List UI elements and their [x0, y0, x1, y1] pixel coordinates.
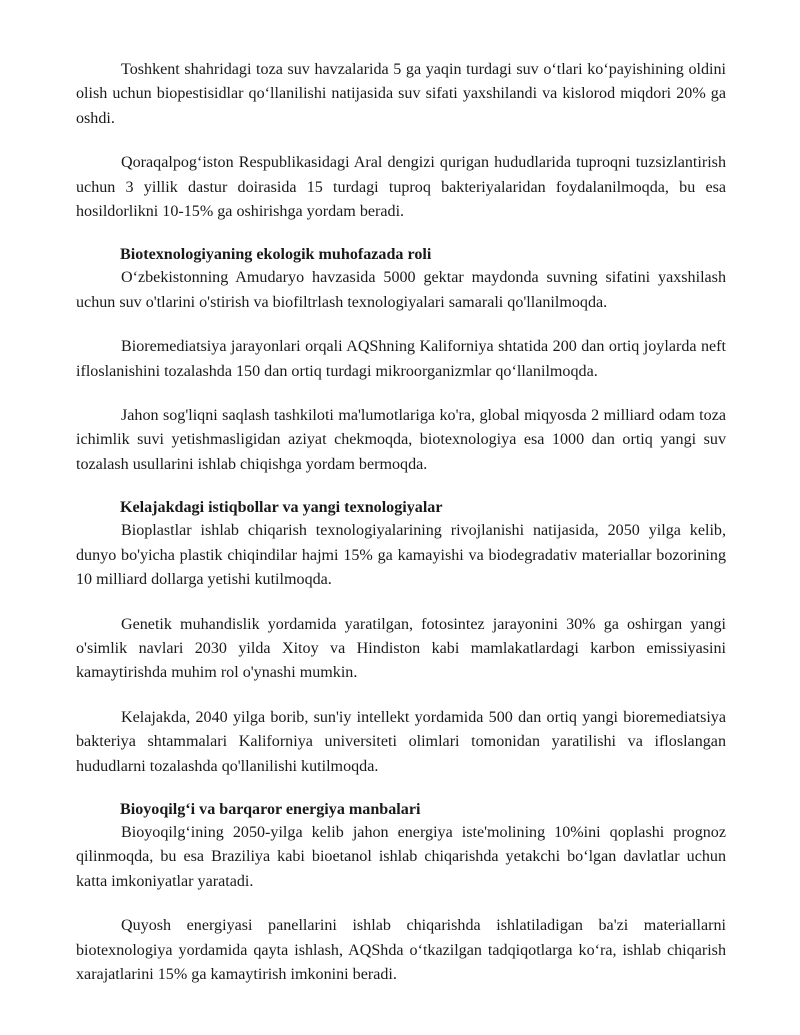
section-heading: Bioyoqilg‘i va barqaror energiya manbalari — [120, 800, 421, 818]
section-heading: Biotexnologiyaning ekologik muhofazada roli — [120, 246, 432, 264]
paragraph: Toshkent shahridagi toza suv havzalarida 5 ga yaqin turdagi suv o‘tlari ko‘payishining oldini olish uchun biopestisidlar qo‘llanilishi natijasida suv sifati yaxshilandi va kislorod miqdori 20% ga oshdi. — [76, 61, 726, 127]
paragraph: Qoraqalpog‘iston Respublikasidagi Aral dengizi qurigan hududlarida tuproqni tuzsizlantirish uchun 3 yillik dastur doirasida 15 turdagi tuproq bakteriyalaridan foydalanilmoqda, bu esa hosildorlikni 10-15% ga oshirishga yordam beradi. — [76, 154, 726, 221]
paragraph: Quyosh energiyasi panellarini ishlab chiqarishda ishlatiladigan ba'zi materiallarni biotexnologiya yordamida qayta ishlash, AQShda o‘tkazilgan tadqiqotlarga ko‘ra, ishlab chiqarish xarajatlarini 15% ga kamaytirish imkonini beradi. — [76, 917, 726, 983]
paragraph: Bioplastlar ishlab chiqarish texnologiyalarining rivojlanishi natijasida, 2050 yilga kelib, dunyo bo'yicha plastik chiqindilar hajmi 15% ga kamayishi va biodegradativ materiallar bozorining 10 milliard dollarga yetishi kutilmoqda. — [76, 522, 726, 589]
paragraph: Kelajakda, 2040 yilga borib, sun'iy intellekt yordamida 500 dan ortiq yangi bioremediatsiya bakteriya shtammalari Kaliforniya universiteti olimlari tomonidan yaratilishi va ifloslangan hududlarni tozalashda qo'llanilishi kutilmoqda. — [76, 708, 726, 775]
paragraph: Jahon sog'liqni saqlash tashkiloti ma'lumotlariga ko'ra, global miqyosda 2 milliard odam toza ichimlik suvi yetishmasligidan aziyat chekmoqda, biotexnologiya esa 1000 dan ortiq yangi suv tozalash usullarini ishlab chiqishga yordam bermoqda. — [76, 407, 726, 473]
paragraph: Genetik muhandislik yordamida yaratilgan, fotosintez jarayonini 30% ga oshirgan yangi o'simlik navlari 2030 yilda Xitoy va Hindiston kabi mamlakatlardagi karbon emissiyasini kamaytirishda muhim rol o'ynashi mumkin. — [76, 615, 726, 682]
section-heading: Kelajakdagi istiqbollar va yangi texnologiyalar — [120, 499, 443, 517]
paragraph: Bioremediatsiya jarayonlari orqali AQShning Kaliforniya shtatida 200 dan ortiq joylarda neft ifloslanishini tozalashda 150 dan ortiq turdagi mikroorganizmlar qo‘llanilmoqda. — [76, 338, 726, 380]
paragraph: Bioyoqilg‘ining 2050-yilga kelib jahon energiya iste'molining 10%ini qoplashi prognoz qilinmoqda, bu esa Braziliya kabi bioetanol ishlab chiqarishda yetakchi bo‘lgan davlatlar uchun katta imkoniyatlar yaratadi. — [76, 823, 726, 890]
paragraph: O‘zbekistonning Amudaryo havzasida 5000 gektar maydonda suvning sifatini yaxshilash uchun suv o'tlarini o'stirish va biofiltrlash texnologiyalari samarali qo'llanilmoqda. — [76, 269, 726, 311]
document-page — [76, 58, 726, 1007]
